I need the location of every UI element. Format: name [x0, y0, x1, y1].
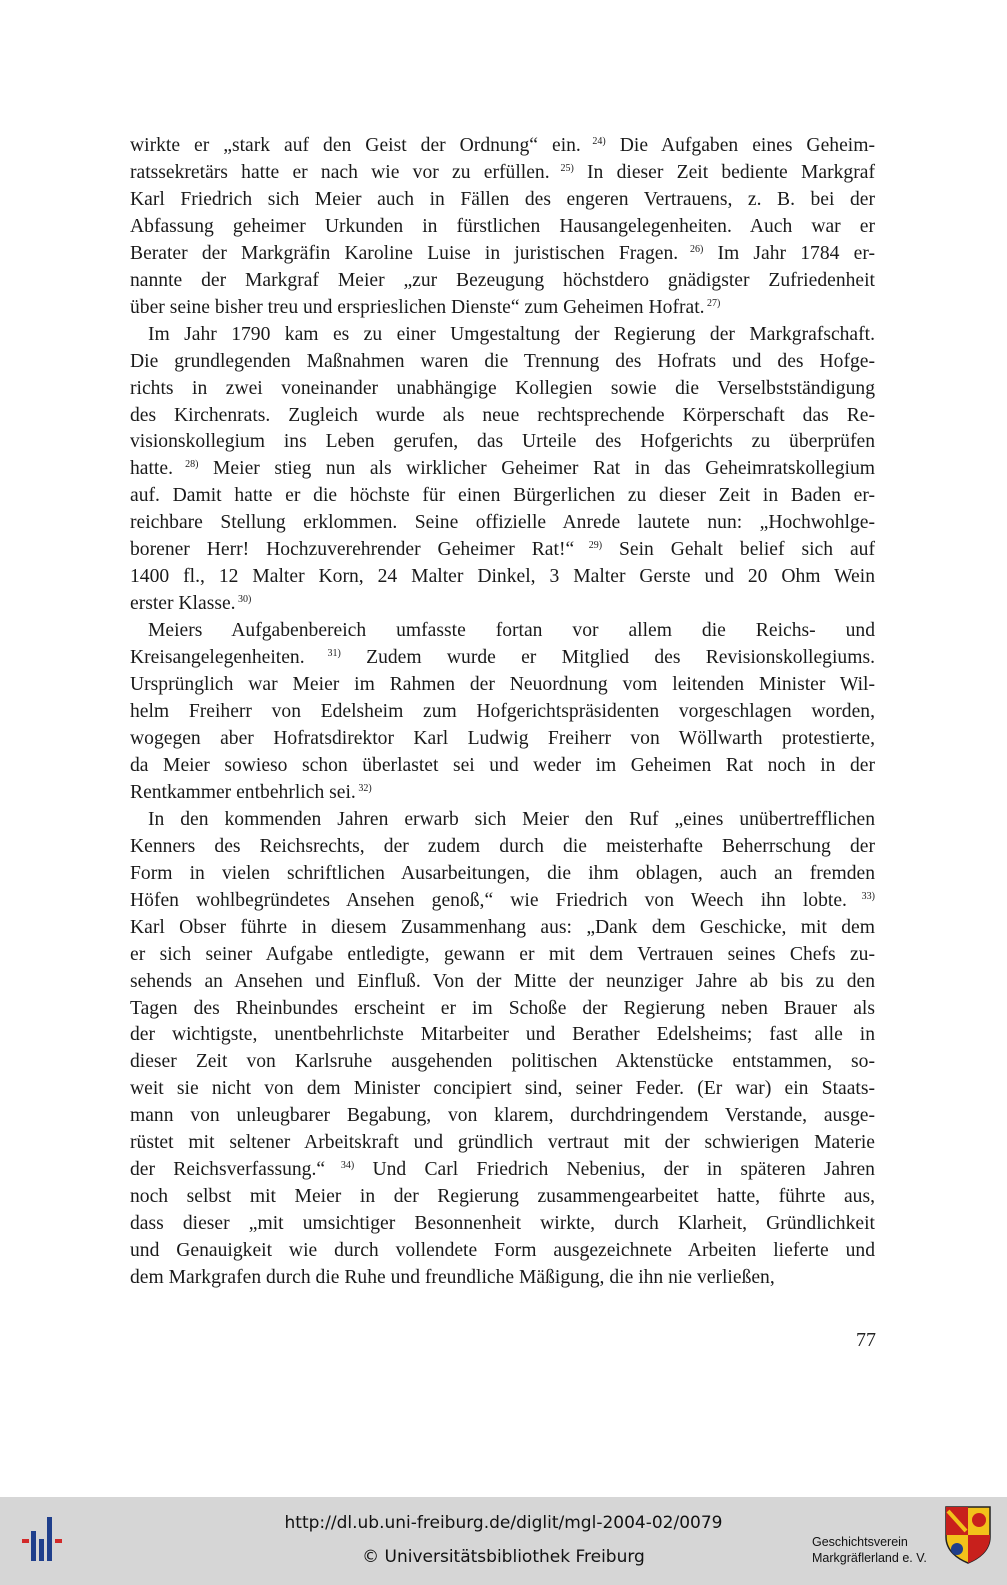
line-text: Und Carl Friedrich Nebenius, der in späteren Jahren	[354, 1159, 875, 1181]
line-text: dieser Zeit von Karlsruhe ausgehenden politischen Aktenstücke entstammen, so-	[130, 1051, 875, 1073]
line-text: weit sie nicht von dem Minister concipiert sind, seiner Feder. (Er war) ein Staats-	[130, 1078, 875, 1100]
line-text: ratssekretärs hatte er nach wie vor zu erfüllen.	[130, 161, 550, 183]
society-name	[812, 1534, 927, 1566]
line-text: der wichtigste, unentbehrlichste Mitarbeiter und Berather Edelsheims; fast alle in	[130, 1024, 875, 1046]
line-text: Karl Obser führte in diesem Zusammenhang aus: „Dank dem Geschicke, mit dem	[130, 916, 875, 938]
text-line	[130, 403, 875, 430]
text-line	[130, 349, 875, 376]
line-text: rüstet mit seltener Arbeitskraft und gründlich vertraut mit der schwierigen Materie	[130, 1132, 875, 1154]
line-text: hatte.	[130, 458, 173, 480]
paragraph	[130, 807, 875, 1292]
footnote-marker: 27)	[704, 297, 721, 309]
text-line	[130, 483, 875, 510]
text-line	[130, 160, 875, 187]
line-text: der Reichsverfassung.“	[130, 1159, 326, 1181]
text-line	[130, 699, 875, 726]
line-text: reichbare Stellung erklommen. Seine offizielle Anrede lautete nun: „Hochwohlge-	[130, 512, 875, 534]
line-text: In dieser Zeit bediente Markgraf	[573, 161, 875, 183]
line-text: Meier stieg nun als wirklicher Geheimer Rat in das Geheimratskollegium	[198, 458, 875, 480]
text-line	[130, 861, 875, 888]
line-text: Höfen wohlbegründetes Ansehen genoß,“ wie Friedrich von Weech ihn lobte.	[130, 889, 847, 911]
text-line	[130, 429, 875, 456]
text-line	[130, 187, 875, 214]
text-line	[130, 1157, 875, 1184]
line-text: auf. Damit hatte er die höchste für einen Bürgerlichen zu dieser Zeit in Baden er-	[130, 485, 875, 507]
text-line	[130, 888, 875, 915]
line-text: borener Herr! Hochzuverehrender Geheimer Rat!“	[130, 539, 575, 561]
text-line	[130, 618, 875, 645]
footnote-marker: 24)	[580, 136, 606, 147]
line-text: Im Jahr 1784 er-	[703, 242, 875, 264]
footnote-marker: 26)	[678, 243, 704, 255]
text-line	[130, 753, 875, 780]
line-text: 1400 fl., 12 Malter Korn, 24 Malter Dinkel, 3 Malter Gerste und 20 Ohm Wein	[130, 566, 875, 588]
page-number: 77	[856, 1329, 876, 1351]
text-line	[130, 214, 875, 241]
line-text: nannte der Markgraf Meier „zur Bezeugung höchstdero gnädigster Zufriedenheit	[130, 269, 875, 291]
line-text: sehends an Ansehen und Einfluß. Von der Mitte der neunziger Jahre ab bis zu den	[130, 970, 875, 992]
document-url-link[interactable]: http://dl.ub.uni-freiburg.de/diglit/mgl-2004-02/0079	[284, 1513, 723, 1533]
text-line	[130, 241, 875, 268]
line-text: Kreisangelegenheiten.	[130, 647, 305, 669]
text-line	[130, 1265, 875, 1292]
text-line	[130, 1049, 875, 1076]
text-line	[130, 537, 875, 564]
line-text: und Genauigkeit wie durch vollendete Form ausgezeichnete Arbeiten lieferte und	[130, 1240, 875, 1262]
line-text: noch selbst mit Meier in der Regierung zusammengearbeitet hatte, führte aus,	[130, 1186, 875, 1208]
footnote-marker: 30)	[235, 594, 252, 606]
line-text: dem Markgrafen durch die Ruhe und freundliche Mäßigung, die ihn nie verließen,	[130, 1267, 775, 1289]
text-line	[130, 942, 875, 969]
line-text: dass dieser „mit umsichtiger Besonnenheit wirkte, durch Klarheit, Gründlichkeit	[130, 1213, 875, 1235]
text-line	[130, 376, 875, 403]
line-text: Meiers Aufgabenbereich umfasste fortan vor allem die Reichs- und	[148, 620, 875, 642]
text-line	[130, 645, 875, 672]
line-text: Die grundlegenden Maßnahmen waren die Trennung des Hofrats und des Hofge-	[130, 350, 875, 372]
footnote-marker: 31)	[304, 648, 341, 660]
footnote-marker: 32)	[355, 782, 372, 794]
paragraph	[130, 133, 875, 322]
line-text: erster Klasse.	[130, 593, 236, 615]
line-text: Form in vielen schriftlichen Ausarbeitungen, die ihm oblagen, auch an fremden	[130, 862, 875, 884]
text-line	[130, 996, 875, 1023]
text-line	[130, 915, 875, 942]
society-line-2: Markgräflerland e. V.	[812, 1551, 927, 1565]
line-text: Ursprünglich war Meier im Rahmen der Neuordnung vom leitenden Minister Wil-	[130, 674, 875, 696]
line-text: über seine bisher treu und erspriеslichen Dienste“ zum Geheimen Hofrat.	[130, 296, 705, 318]
text-line	[130, 834, 875, 861]
line-text: visionskollegium ins Leben gerufen, das Urteile des Hofgerichts zu überprüfen	[130, 431, 875, 453]
line-text: Die Aufgaben eines Geheim-	[605, 135, 875, 156]
line-text: helm Freiherr von Edelsheim zum Hofgerichtspräsidenten vorgeschlagen worden,	[130, 701, 875, 723]
footnote-marker: 34)	[325, 1160, 355, 1172]
line-text: Im Jahr 1790 kam es zu einer Umgestaltung der Regierung der Markgrafschaft.	[148, 323, 875, 345]
society-line-1: Geschichtsverein	[812, 1535, 908, 1549]
text-line	[130, 969, 875, 996]
text-line	[130, 322, 875, 349]
text-line	[130, 456, 875, 483]
coat-of-arms-icon	[944, 1505, 992, 1565]
text-line	[130, 133, 875, 160]
footnote-marker: 29)	[574, 540, 603, 552]
text-line	[130, 268, 875, 295]
line-text: mann von unleugbarer Begabung, von klarem, durchdringendem Verstande, ausge-	[130, 1105, 875, 1127]
line-text: Berater der Markgräfin Karoline Luise in juristischen Fragen.	[130, 242, 679, 264]
line-text: da Meier sowieso schon überlastet sei und weder im Geheimen Rat noch in der	[130, 754, 875, 776]
text-line	[130, 672, 875, 699]
footnote-marker: 33)	[846, 890, 875, 902]
footnote-marker: 28)	[172, 459, 199, 471]
footer-bar	[0, 1497, 1007, 1585]
line-text: Kenners des Reichsrechts, der zudem durch die meisterhafte Beherrschung der	[130, 835, 875, 857]
text-line	[130, 1076, 875, 1103]
paragraph	[130, 618, 875, 807]
text-line	[130, 1103, 875, 1130]
text-line	[130, 1184, 875, 1211]
text-line	[130, 1022, 875, 1049]
line-text: Sein Gehalt belief sich auf	[602, 539, 875, 561]
line-text: Karl Friedrich sich Meier auch in Fällen des engeren Vertrauens, z. B. bei der	[130, 188, 875, 210]
text-line	[130, 780, 875, 807]
footnote-marker: 25)	[549, 162, 574, 174]
line-text: des Kirchenrats. Zugleich wurde als neue rechtsprechende Körperschaft das Re-	[130, 404, 875, 426]
paragraph	[130, 322, 875, 618]
text-line	[130, 510, 875, 537]
line-text: wirkte er „stark auf den Geist der Ordnung“ ein.	[130, 135, 581, 156]
line-text: Zudem wurde er Mitglied des Revisionskollegiums.	[340, 647, 875, 669]
text-line	[130, 807, 875, 834]
line-text: wogegen aber Hofratsdirektor Karl Ludwig Freiherr von Wöllwarth protestierte,	[130, 727, 875, 749]
text-line	[130, 1238, 875, 1265]
text-line	[130, 564, 875, 591]
text-line	[130, 591, 875, 618]
body-text	[130, 133, 875, 1292]
copyright-text: © Universitätsbibliothek Freiburg	[362, 1547, 645, 1567]
text-line	[130, 1130, 875, 1157]
line-text: Abfassung geheimer Urkunden in fürstlichen Hausangelegenheiten. Auch war er	[130, 215, 875, 237]
text-line	[130, 726, 875, 753]
text-line	[130, 1211, 875, 1238]
line-text: Tagen des Rheinbundes erscheint er im Schoße der Regierung neben Brauer als	[130, 997, 875, 1019]
line-text: richts in zwei voneinander unabhängige Kollegien sowie die Verselbstständigung	[130, 377, 875, 399]
line-text: Rentkammer entbehrlich sei.	[130, 781, 356, 803]
line-text: er sich seiner Aufgabe entledigte, gewann er mit dem Vertrauen seines Chefs zu-	[130, 943, 875, 965]
line-text: In den kommenden Jahren erwarb sich Meier den Ruf „eines unübertrefflichen	[148, 808, 875, 830]
text-line	[130, 295, 875, 322]
